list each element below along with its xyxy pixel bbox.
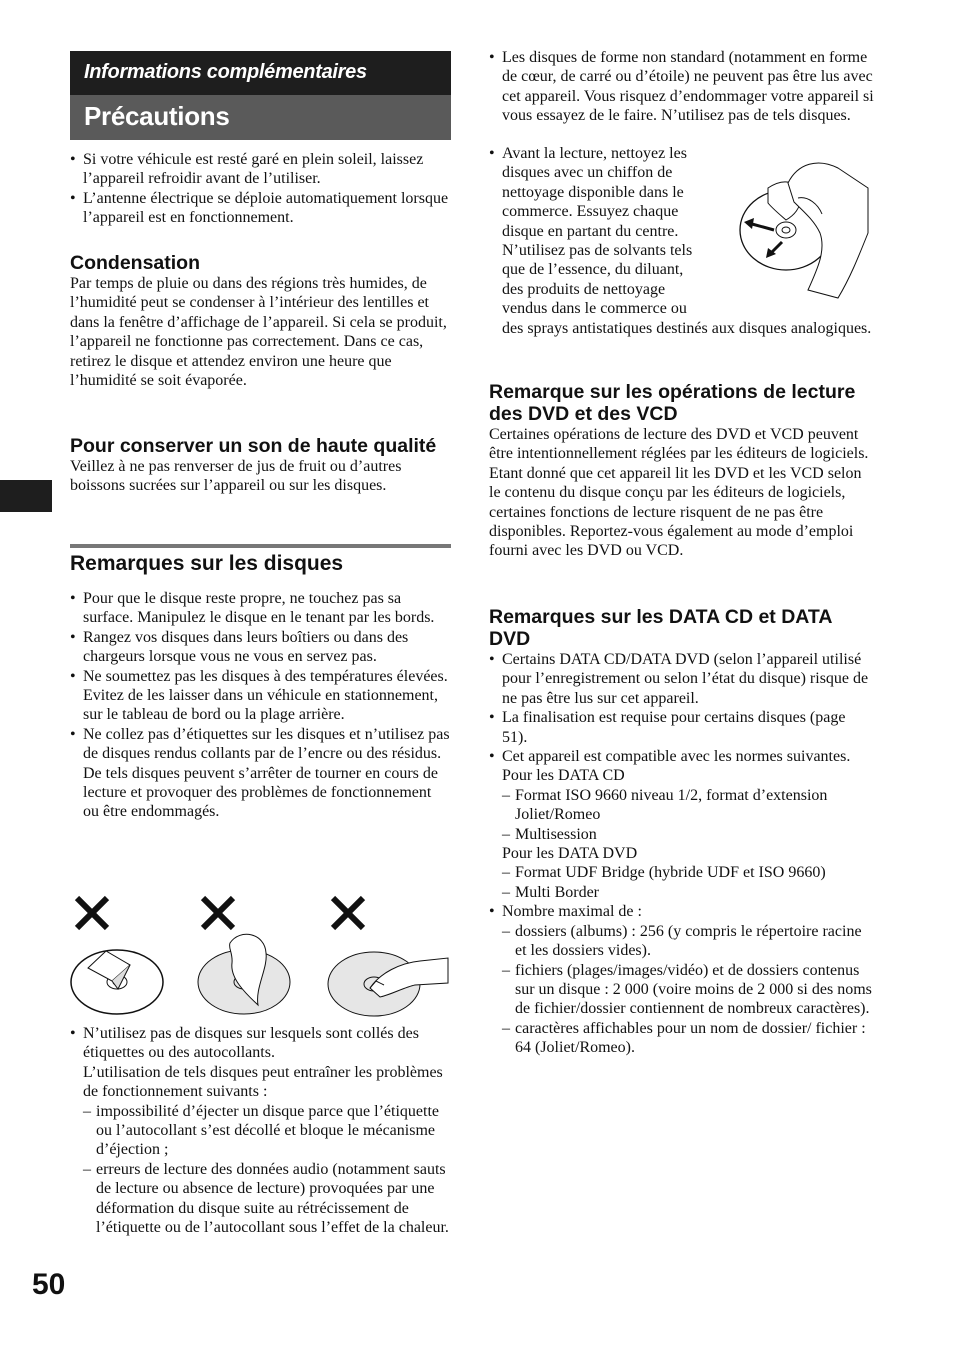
- list-item: [70, 1024, 451, 1237]
- nettoyage-line: que de l’essence, du diluant,: [502, 261, 684, 279]
- condensation-text: Par temps de pluie ou dans des régions très humides, de l’humidité peut se condenser à l’intérieur des lentilles et dans la fenêtre d’affichage de l’appareil. Si cela se produit, l’appareil ne fonctionne pas correctement. Dans ce cas, retirez le disque et attendez environ une heure que l’humidité se soit évaporée.: [70, 275, 447, 390]
- disques-heading: Remarques sur les disques: [70, 552, 344, 575]
- nettoyage-line: disque en partant du centre.: [502, 222, 679, 240]
- dash-item: – dossiers (albums) : 256 (y compris le répertoire racine et les dossiers vides).: [502, 922, 874, 961]
- forme-block: [489, 48, 874, 126]
- dvd-section: [489, 381, 874, 561]
- etiquettes-line2: L’utilisation de tels disques peut entraîner les problèmes de fonctionnement suivants :: [83, 1063, 443, 1101]
- cleaning-illustration: [738, 158, 870, 306]
- list-item: • La finalisation est requise pour certains disques (page 51).: [489, 708, 874, 747]
- chapter-tab: [0, 480, 52, 512]
- list-item: • Ne soumettez pas les disques à des températures élevées. Evitez de les laisser dans un véhicule en stationnement, sur le tableau de bord ou la plage arrière.: [70, 667, 451, 725]
- pour-cd-label: Pour les DATA CD: [502, 767, 625, 785]
- dash-item: – caractères affichables pour un nom de dossier/ fichier : 64 (Joliet/Romeo).: [502, 1019, 874, 1058]
- list-item: [489, 747, 874, 902]
- son-text: Veillez à ne pas renverser de jus de fruit ou d’autres boissons sucrées sur l’appareil ou sur les disques.: [70, 458, 402, 495]
- son-heading: Pour conserver un son de haute qualité: [70, 435, 437, 457]
- nettoyage-line: commerce. Essuyez chaque: [502, 203, 679, 221]
- nettoyage-tail: des sprays antistatiques destinés aux disques analogiques.: [502, 319, 872, 337]
- list-item: • L’antenne électrique se déploie automatiquement lorsque l’appareil est en fonctionnement.: [70, 189, 451, 228]
- pour-dvd-label: Pour les DATA DVD: [502, 845, 638, 863]
- section-title: Informations complémentaires: [84, 61, 367, 83]
- max-text: • Nombre maximal de :: [502, 903, 642, 921]
- list-item: • Certains DATA CD/DATA DVD (selon l’appareil utilisé pour l’enregistrement ou selon l’état du disque) risque de ne pas être lus sur cet appareil.: [489, 650, 874, 708]
- cross-icon: [203, 898, 233, 928]
- data-heading: Remarques sur les DATA CD et DATA DVD: [489, 606, 832, 650]
- disc-illustrations: [70, 893, 451, 1018]
- data-section: [489, 606, 874, 1058]
- dvd-heading: Remarque sur les opérations de lecture des DVD et des VCD: [489, 381, 856, 425]
- dash-item: – impossibilité d’éjecter un disque parce que l’étiquette ou l’autocollant s’est décollé et bloque le mécanisme d’éjection ;: [83, 1102, 451, 1160]
- etiquettes-block: [70, 1024, 451, 1237]
- condensation-section: [70, 252, 451, 390]
- nettoyage-line: vendus dans le commerce ou: [502, 300, 687, 318]
- list-item: • Les disques de forme non standard (notamment en forme de cœur, de carré ou d’étoile) ne peuvent pas être lus avec cet appareil. Vous risquez d’endommager votre appareil si vous essayez de le faire. N’utilisez pas de tels disques.: [489, 48, 874, 126]
- page-title-bar: [70, 95, 451, 140]
- nettoyage-line: • Avant la lecture, nettoyez les: [502, 145, 687, 162]
- intro-list: [70, 150, 451, 228]
- dash-item: – Format ISO 9660 niveau 1/2, format d’extension Joliet/Romeo: [502, 786, 874, 825]
- nettoyage-line: des produits de nettoyage: [502, 280, 666, 298]
- list-item: • Rangez vos disques dans leurs boîtiers ou dans des chargeurs lorsque vous ne vous en servez pas.: [70, 628, 451, 667]
- page-number: 50: [32, 1268, 66, 1301]
- disques-list: [70, 589, 451, 822]
- dash-item: – Multisession: [502, 825, 874, 844]
- section-divider: [70, 544, 451, 548]
- dash-item: – erreurs de lecture des données audio (notamment sauts de lecture ou absence de lecture) provoquées par une déformation du disque suite au rétrécissement de l’étiquette ou de l’autocollant sous l’effet de la chaleur.: [83, 1160, 451, 1238]
- cross-icon: [333, 898, 363, 928]
- disc-cleaning-figure: [738, 158, 870, 306]
- dash-item: – Format UDF Bridge (hybride UDF et ISO 9660): [502, 863, 874, 882]
- list-item: • Si votre véhicule est resté garé en plein soleil, laissez l’appareil refroidir avant de l’utiliser.: [70, 150, 451, 189]
- condensation-heading: Condensation: [70, 252, 200, 274]
- nettoyage-line: N’utilisez pas de solvants tels: [502, 242, 693, 260]
- dvd-text: Certaines opérations de lecture des DVD et VCD peuvent être intentionnellement réglées par les éditeurs de logiciels. Etant donné que cet appareil lit les DVD et les VCD selon le contenu du disque conçu par les éditeurs de logiciels, certaines fonctions de lecture risquent de ne pas être disponibles. Reportez-vous également au mode d’emploi fourni avec les DVD ou VCD.: [489, 426, 869, 560]
- disques-section: [70, 552, 451, 576]
- dash-item: – Multi Border: [502, 883, 874, 902]
- compat-text: • Cet appareil est compatible avec les normes suivantes.: [502, 748, 851, 766]
- dash-item: – fichiers (plages/images/vidéo) et de dossiers contenus sur un disque : 2 000 (voire moins de 2 000 si des noms de fichier/dossier contiennent de nombreux caractères).: [502, 961, 874, 1019]
- page-title: Précautions: [84, 101, 230, 131]
- nettoyage-line: disques avec un chiffon de: [502, 164, 673, 182]
- list-item: [489, 902, 874, 1057]
- cross-icon: [77, 898, 107, 928]
- list-item: • Ne collez pas d’étiquettes sur les disques et n’utilisez pas de disques rendus collants par de l’encre ou des résidus. De tels disques peuvent s’arrêter de tourner en cours de lecture et provoquer des problèmes de fonctionnement ou être endommagés.: [70, 725, 451, 822]
- etiquettes-line1: • N’utilisez pas de disques sur lesquels sont collés des étiquettes ou des autocollants.: [83, 1025, 419, 1062]
- nettoyage-line: nettoyage disponible dans le: [502, 183, 684, 201]
- son-section: [70, 435, 451, 496]
- list-item: • Pour que le disque reste propre, ne touchez pas sa surface. Manipulez le disque en le tenant par les bords.: [70, 589, 451, 628]
- forbidden-discs-figure: [70, 893, 451, 1018]
- section-header: [70, 51, 451, 95]
